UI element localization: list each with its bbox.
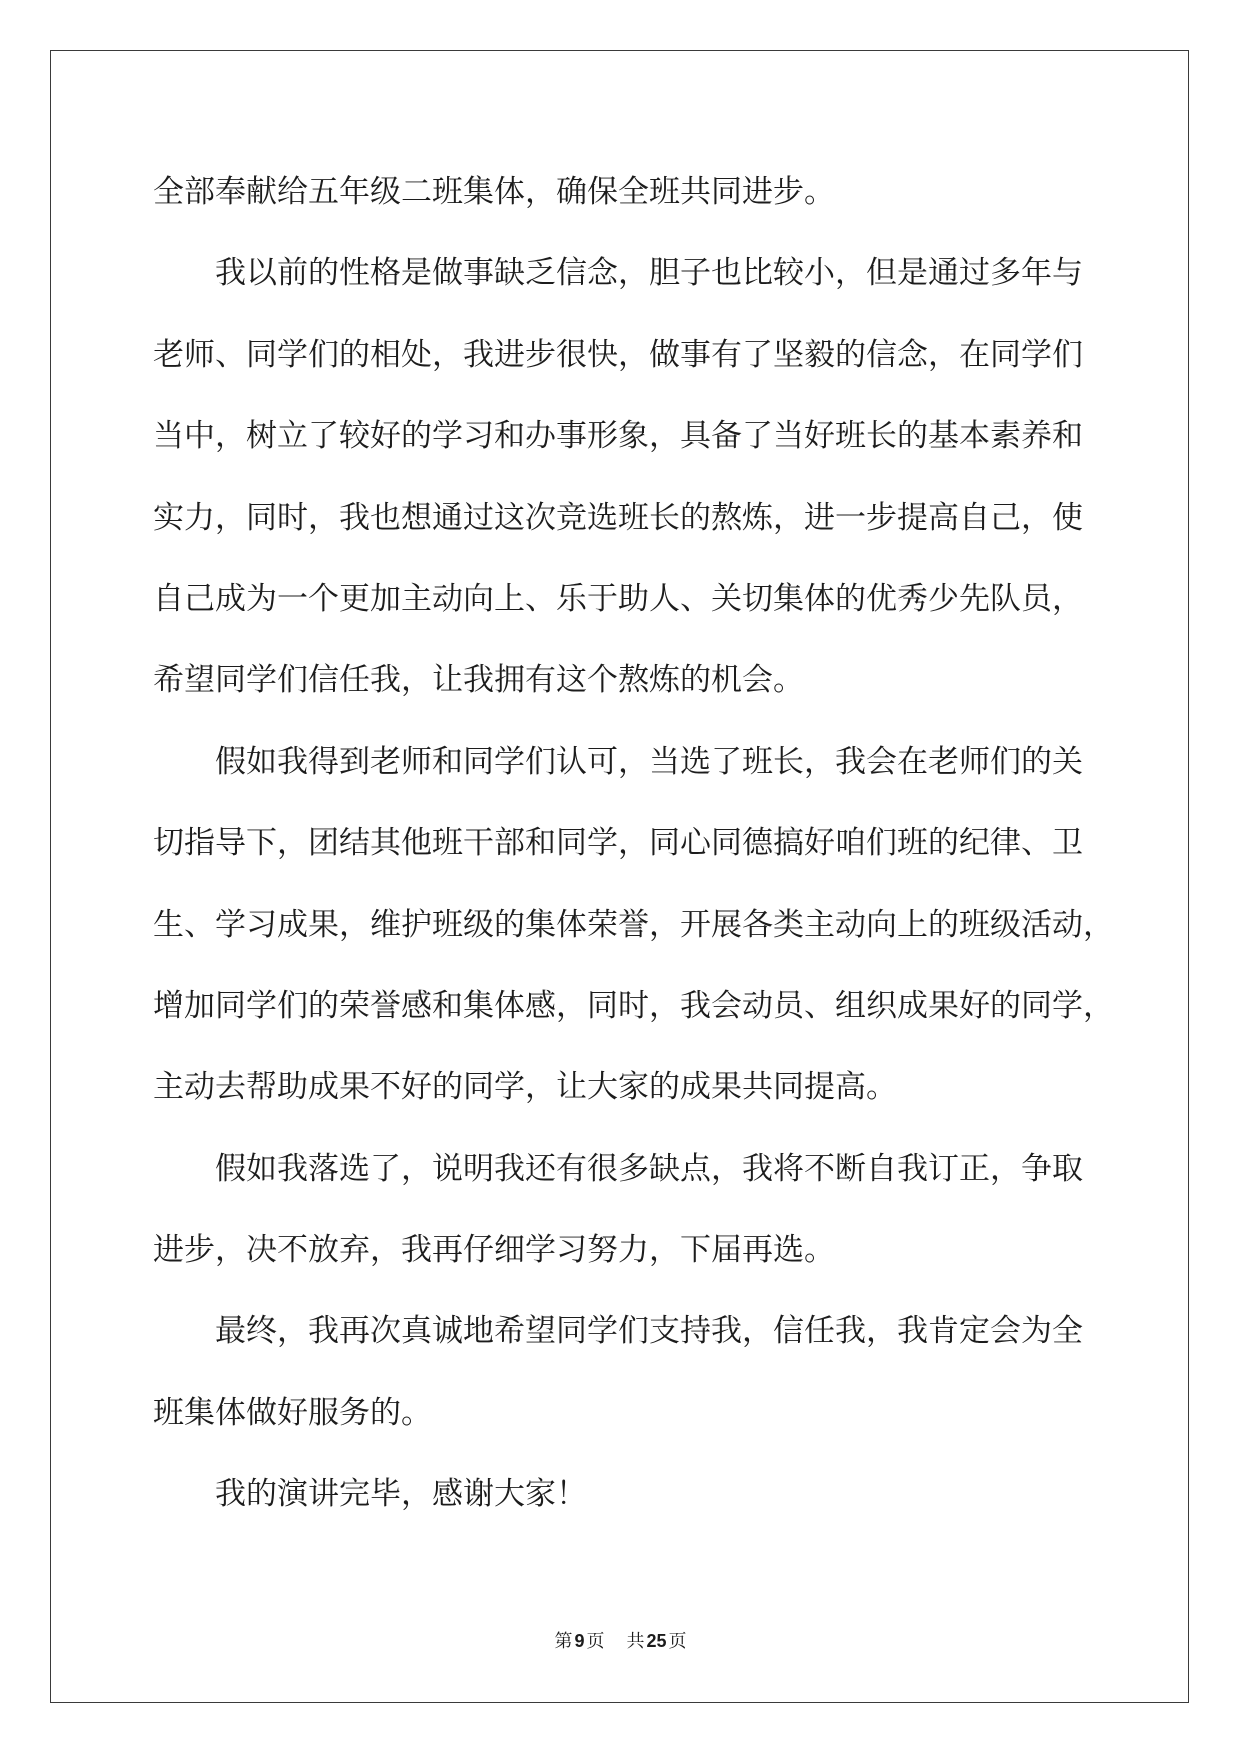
page-number: 9 [574,1631,585,1651]
text-line: 自己成为一个更加主动向上、乐于助人、关切集体的优秀少先队员， [153,580,1083,617]
paragraph-5 [153,1291,1153,1454]
body-text [153,152,1153,1536]
page-footer [0,1628,1241,1655]
paragraph-3 [153,722,1153,1129]
text-line: 当中，树立了较好的学习和办事形象，具备了当好班长的基本素养和 [153,418,1083,455]
total-label-prefix: 共 [626,1631,645,1652]
text-line: 希望同学们信任我，让我拥有这个熬炼的机会。 [153,662,804,699]
text-line: 我的演讲完毕，感谢大家！ [215,1476,587,1513]
text-line: 主动去帮助成果不好的同学，让大家的成果共同提高。 [153,1069,897,1106]
paragraph-6 [153,1454,1153,1535]
paragraph-2 [153,233,1153,721]
text-line: 假如我落选了，说明我还有很多缺点，我将不断自我订正，争取 [215,1150,1083,1187]
text-line: 我以前的性格是做事缺乏信念，胆子也比较小，但是通过多年与 [215,255,1083,292]
page-label-suffix: 页 [586,1631,605,1652]
page-label-prefix: 第 [554,1631,573,1652]
text-line: 增加同学们的荣誉感和集体感，同时，我会动员、组织成果好的同学， [153,987,1114,1024]
text-line: 切指导下，团结其他班干部和同学，同心同德搞好咱们班的纪律、卫 [153,825,1083,862]
text-line: 生、学习成果，维护班级的集体荣誉，开展各类主动向上的班级活动， [153,906,1114,943]
text-line: 假如我得到老师和同学们认可，当选了班长，我会在老师们的关 [215,743,1083,780]
text-line: 班集体做好服务的。 [153,1394,432,1431]
paragraph-4 [153,1129,1153,1292]
total-pages: 25 [646,1631,667,1651]
text-line: 实力，同时，我也想通过这次竞选班长的熬炼，进一步提高自己，使 [153,499,1083,536]
text-line: 全部奉献给五年级二班集体，确保全班共同进步。 [153,174,835,210]
text-line: 最终，我再次真诚地希望同学们支持我，信任我，我肯定会为全 [215,1313,1083,1350]
text-line: 进步，决不放弃，我再仔细学习努力，下届再选。 [153,1232,835,1269]
text-line: 老师、同学们的相处，我进步很快，做事有了坚毅的信念，在同学们 [153,336,1083,373]
paragraph-1 [153,152,1153,233]
total-label-suffix: 页 [668,1631,687,1652]
